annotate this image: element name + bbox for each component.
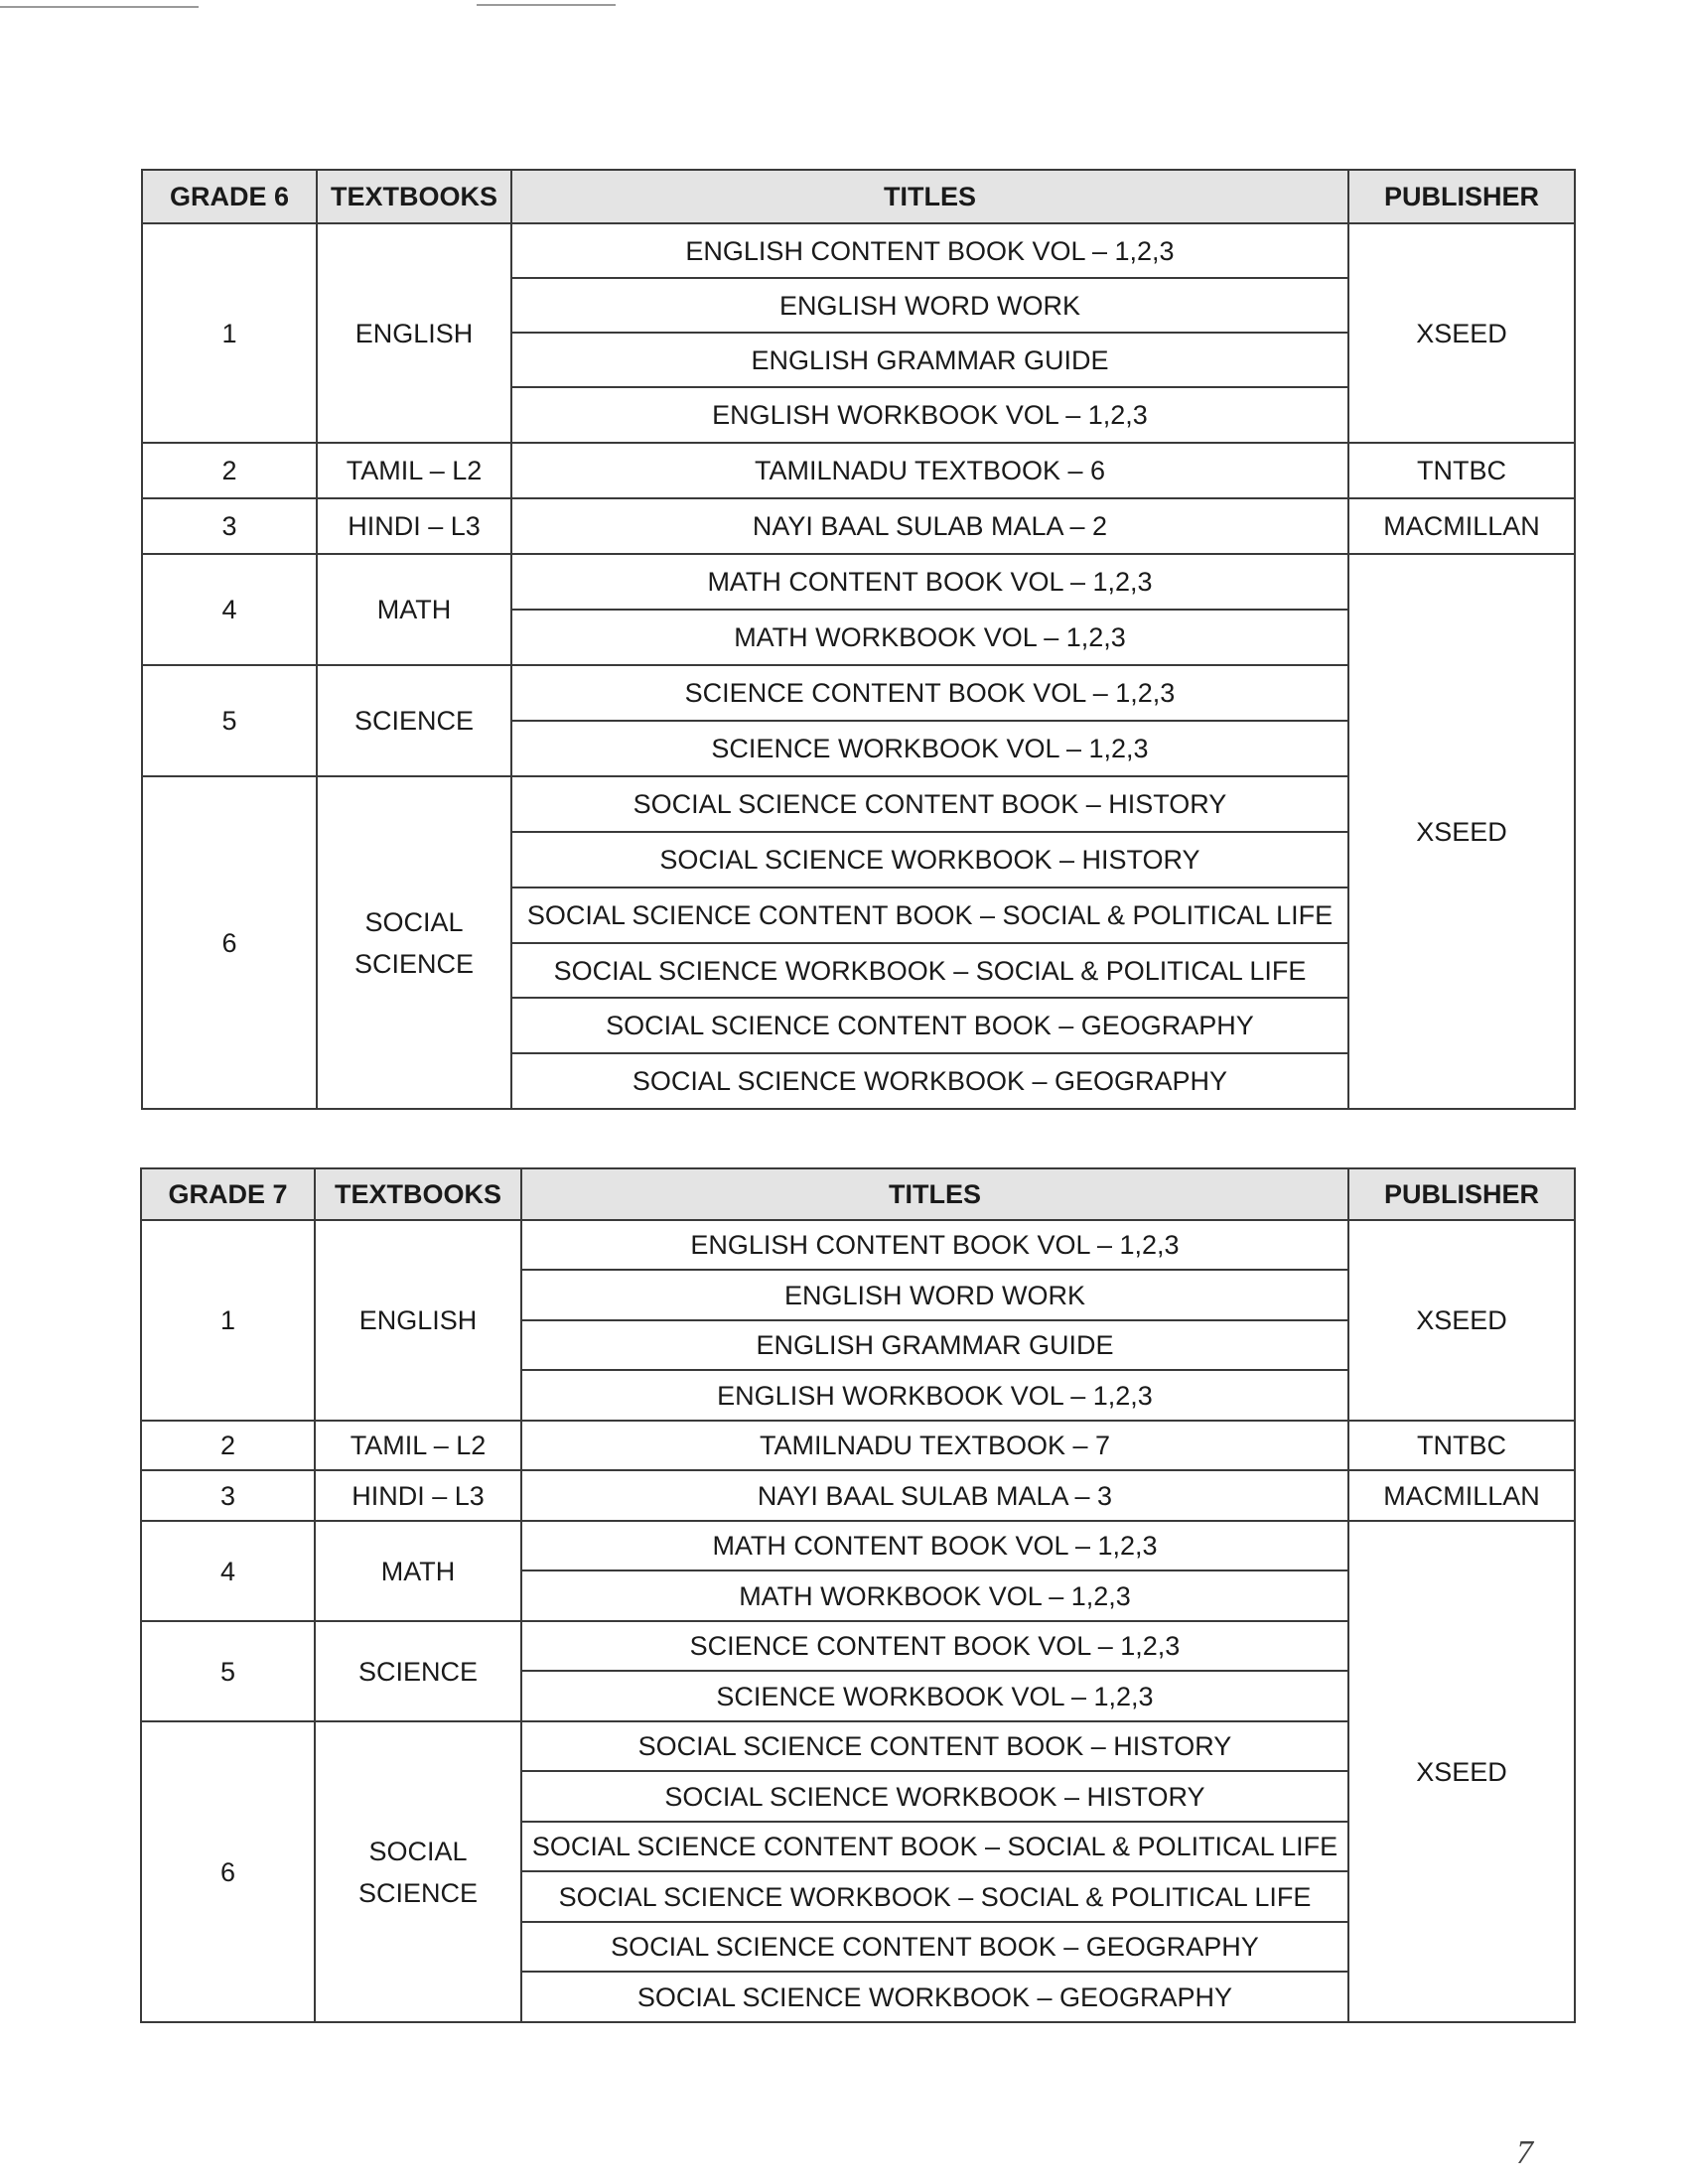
title-cell: MATH CONTENT BOOK VOL – 1,2,3 xyxy=(511,554,1348,610)
subject-cell: MATH xyxy=(317,554,511,665)
header-row xyxy=(142,170,1575,223)
row-number: 1 xyxy=(141,1220,315,1421)
title-cell: MATH CONTENT BOOK VOL – 1,2,3 xyxy=(521,1521,1348,1570)
table-row xyxy=(142,554,1575,610)
title-cell: ENGLISH CONTENT BOOK VOL – 1,2,3 xyxy=(511,223,1348,278)
title-cell: NAYI BAAL SULAB MALA – 3 xyxy=(521,1470,1348,1521)
title-cell: SOCIAL SCIENCE CONTENT BOOK – GEOGRAPHY xyxy=(521,1922,1348,1972)
title-cell: MATH WORKBOOK VOL – 1,2,3 xyxy=(521,1570,1348,1621)
publisher-cell: TNTBC xyxy=(1348,1421,1575,1470)
header-textbooks: TEXTBOOKS xyxy=(315,1168,521,1220)
title-cell: SOCIAL SCIENCE CONTENT BOOK – GEOGRAPHY xyxy=(511,998,1348,1053)
title-cell: ENGLISH WORKBOOK VOL – 1,2,3 xyxy=(511,387,1348,443)
title-cell: SOCIAL SCIENCE WORKBOOK – HISTORY xyxy=(511,832,1348,887)
row-number: 1 xyxy=(142,223,317,443)
title-cell: SCIENCE WORKBOOK VOL – 1,2,3 xyxy=(511,721,1348,776)
header-grade: GRADE 6 xyxy=(142,170,317,223)
title-cell: ENGLISH WORKBOOK VOL – 1,2,3 xyxy=(521,1370,1348,1421)
grade-7-textbook-table xyxy=(140,1167,1576,2023)
publisher-cell: XSEED xyxy=(1348,223,1575,443)
title-cell: SOCIAL SCIENCE CONTENT BOOK – HISTORY xyxy=(521,1721,1348,1771)
row-number: 4 xyxy=(142,554,317,665)
row-number: 5 xyxy=(142,665,317,776)
subject-cell: SCIENCE xyxy=(317,665,511,776)
header-publisher: PUBLISHER xyxy=(1348,1168,1575,1220)
row-number: 6 xyxy=(142,776,317,1109)
header-row xyxy=(141,1168,1575,1220)
header-publisher: PUBLISHER xyxy=(1348,170,1575,223)
subject-cell: HINDI – L3 xyxy=(315,1470,521,1521)
row-number: 2 xyxy=(141,1421,315,1470)
table-row xyxy=(142,443,1575,498)
subject-cell: TAMIL – L2 xyxy=(315,1421,521,1470)
scan-artifact-line xyxy=(0,6,199,8)
row-number: 4 xyxy=(141,1521,315,1621)
header-textbooks: TEXTBOOKS xyxy=(317,170,511,223)
subject-cell: SOCIAL SCIENCE xyxy=(315,1721,521,2022)
table-row xyxy=(142,223,1575,278)
title-cell: NAYI BAAL SULAB MALA – 2 xyxy=(511,498,1348,554)
row-number: 5 xyxy=(141,1621,315,1721)
publisher-cell: XSEED xyxy=(1348,1521,1575,2022)
header-grade: GRADE 7 xyxy=(141,1168,315,1220)
title-cell: SCIENCE CONTENT BOOK VOL – 1,2,3 xyxy=(521,1621,1348,1671)
row-number: 6 xyxy=(141,1721,315,2022)
subject-cell: MATH xyxy=(315,1521,521,1621)
table-row xyxy=(142,498,1575,554)
grade-6-textbook-table xyxy=(141,169,1576,1110)
title-cell: SOCIAL SCIENCE CONTENT BOOK – SOCIAL & POLITICAL LIFE xyxy=(521,1822,1348,1871)
subject-cell: TAMIL – L2 xyxy=(317,443,511,498)
header-titles: TITLES xyxy=(511,170,1348,223)
title-cell: TAMILNADU TEXTBOOK – 7 xyxy=(521,1421,1348,1470)
table-row xyxy=(141,1220,1575,1270)
title-cell: ENGLISH GRAMMAR GUIDE xyxy=(521,1320,1348,1370)
page-number: 7 xyxy=(1516,2134,1533,2171)
title-cell: MATH WORKBOOK VOL – 1,2,3 xyxy=(511,610,1348,665)
title-cell: TAMILNADU TEXTBOOK – 6 xyxy=(511,443,1348,498)
title-cell: ENGLISH WORD WORK xyxy=(511,278,1348,333)
title-cell: ENGLISH WORD WORK xyxy=(521,1270,1348,1320)
table-row xyxy=(141,1421,1575,1470)
title-cell: ENGLISH GRAMMAR GUIDE xyxy=(511,333,1348,387)
header-titles: TITLES xyxy=(521,1168,1348,1220)
row-number: 3 xyxy=(142,498,317,554)
title-cell: SOCIAL SCIENCE CONTENT BOOK – HISTORY xyxy=(511,776,1348,832)
subject-cell: SCIENCE xyxy=(315,1621,521,1721)
subject-cell: HINDI – L3 xyxy=(317,498,511,554)
title-cell: ENGLISH CONTENT BOOK VOL – 1,2,3 xyxy=(521,1220,1348,1270)
table-row xyxy=(141,1521,1575,1570)
scan-artifact-line xyxy=(477,4,616,6)
row-number: 2 xyxy=(142,443,317,498)
title-cell: SOCIAL SCIENCE CONTENT BOOK – SOCIAL & POLITICAL LIFE xyxy=(511,887,1348,943)
title-cell: SOCIAL SCIENCE WORKBOOK – GEOGRAPHY xyxy=(511,1053,1348,1109)
row-number: 3 xyxy=(141,1470,315,1521)
publisher-cell: XSEED xyxy=(1348,1220,1575,1421)
title-cell: SCIENCE CONTENT BOOK VOL – 1,2,3 xyxy=(511,665,1348,721)
table-row xyxy=(141,1470,1575,1521)
publisher-cell: MACMILLAN xyxy=(1348,1470,1575,1521)
title-cell: SCIENCE WORKBOOK VOL – 1,2,3 xyxy=(521,1671,1348,1721)
title-cell: SOCIAL SCIENCE WORKBOOK – HISTORY xyxy=(521,1771,1348,1822)
title-cell: SOCIAL SCIENCE WORKBOOK – GEOGRAPHY xyxy=(521,1972,1348,2022)
publisher-cell: MACMILLAN xyxy=(1348,498,1575,554)
publisher-cell: XSEED xyxy=(1348,554,1575,1109)
subject-cell: ENGLISH xyxy=(315,1220,521,1421)
subject-cell: ENGLISH xyxy=(317,223,511,443)
title-cell: SOCIAL SCIENCE WORKBOOK – SOCIAL & POLITICAL LIFE xyxy=(511,943,1348,998)
title-cell: SOCIAL SCIENCE WORKBOOK – SOCIAL & POLITICAL LIFE xyxy=(521,1871,1348,1922)
publisher-cell: TNTBC xyxy=(1348,443,1575,498)
subject-cell: SOCIAL SCIENCE xyxy=(317,776,511,1109)
